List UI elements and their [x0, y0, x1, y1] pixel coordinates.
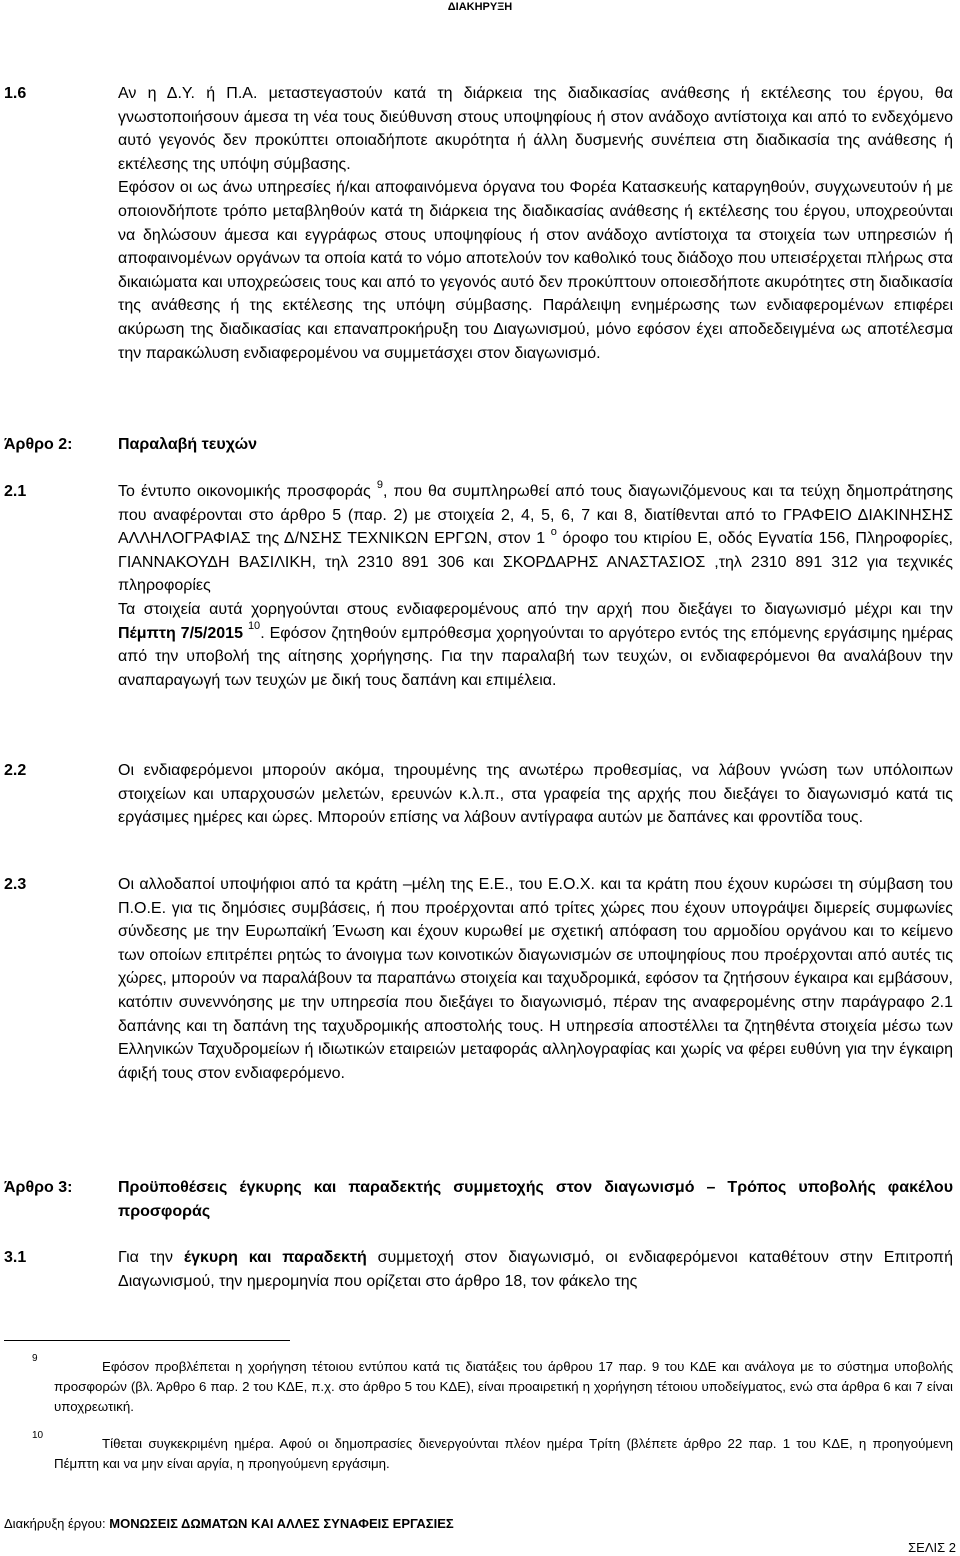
footnote-text: Εφόσον προβλέπεται η χορήγηση τέτοιου εντύπου κατά τις διατάξεις του άρθρου 17 παρ. 9 του ΚΔΕ και ανάλογα με το σύστημα υποβολής προσφορών (βλ. Άρθρο 6 παρ. 2 του ΚΔΕ, π.χ. στο άρθρο 5 του ΚΔΕ), είναι προαιρετική η χορήγηση τέτοιου υποδείγματος, ενώ στα άρθρα 6 και 7 είναι υποχρεωτική.	[54, 1359, 953, 1414]
footnote-separator	[4, 1340, 290, 1341]
paragraph: Οι ενδιαφερόμενοι μπορούν ακόμα, τηρουμένης της ανωτέρω προθεσμίας, να λάβουν γνώση των υπόλοιπων στοιχείων και υπαρχουσών μελετών, ερευνών κ.λ.π., στα γραφεία της αρχής που διεξάγει το διαγωνισμό κατά τις εργάσιμες ημέρες και ώρες. Μπορούν επίσης να λάβουν αντίγραφα αυτών με δαπάνες και φροντίδα τους.	[118, 762, 953, 827]
article-title: Παραλαβή τευχών	[118, 436, 257, 453]
section-number: 2.2	[4, 762, 27, 779]
footnote-mark: 9	[32, 1353, 38, 1364]
footnote-mark: 10	[32, 1430, 44, 1441]
paragraph: Για την έγκυρη και παραδεκτή συμμετοχή στον διαγωνισμό, οι ενδιαφερόμενοι καταθέτουν στην Επιτροπή Διαγωνισμού, την ημερομηνία που ορίζεται στο άρθρο 18, τον φάκελο της	[118, 1249, 953, 1290]
footnote-text: Τίθεται συγκεκριμένη ημέρα. Αφού οι δημοπρασίες διενεργούνται πλέον ημέρα Τρίτη (βλέπετε άρθρο 22 παρ. 1 του ΚΔΕ, η προηγούμενη Πέμπτη και να μην είναι αργία, η προηγούμενη εργάσιμη.	[54, 1436, 953, 1471]
article-title: Προϋποθέσεις έγκυρης και παραδεκτής συμμετοχής στον διαγωνισμό – Τρόπος υποβολής φακέλου προσφοράς	[118, 1179, 953, 1220]
footer-project: Διακήρυξη έργου: ΜΟΝΩΣΕΙΣ ΔΩΜΑΤΩΝ ΚΑΙ ΑΛΛΕΣ ΣΥΝΑΦΕΙΣ ΕΡΓΑΣΙΕΣ	[4, 1516, 454, 1531]
document-header: ΔΙΑΚΗΡΥΞΗ	[447, 1, 513, 13]
page-number: ΣΕΛΙΣ 2	[908, 1540, 956, 1555]
deadline-date: Πέμπτη 7/5/2015	[118, 624, 243, 642]
article-label: Άρθρο 3:	[4, 1179, 73, 1196]
section-number: 2.1	[4, 483, 27, 500]
footnote-ref: 10	[247, 620, 261, 633]
project-name: ΜΟΝΩΣΕΙΣ ΔΩΜΑΤΩΝ ΚΑΙ ΑΛΛΕΣ ΣΥΝΑΦΕΙΣ ΕΡΓΑΣΙΕΣ	[109, 1516, 454, 1531]
paragraph: Αν η Δ.Υ. ή Π.Α. μεταστεγαστούν κατά τη διάρκεια της διαδικασίας ανάθεσης ή εκτέλεσης του έργου, θα γνωστοποιήσουν άμεσα τη νέα τους διεύθυνση στους υποψηφίους ή στον ανάδοχο αντίστοιχα και από το ενδεχόμενο αυτό γεγονός δεν προκύπτει οποιαδήποτε ακυρότητα ή άλλη δυσμενής συνέπεια στη διαδικασία της ανάθεσης ή εκτέλεσης της υπόψη σύμβασης.	[118, 85, 953, 173]
paragraph: Εφόσον οι ως άνω υπηρεσίες ή/και αποφαινόμενα όργανα του Φορέα Κατασκευής καταργηθούν, συγχωνευτούν ή με οποιονδήποτε τρόπο μεταβληθούν κατά τη διάρκεια της διαδικασίας ανάθεσης ή εκτέλεσης του έργου, υποχρεούνται να δηλώσουν άμεσα και εγγράφως στους υποψηφίους ή στον ανάδοχο αντίστοιχα τα στοιχεία των υπηρεσιών ή αποφαινομένων οργάνων τα οποία κατά το νόμο αποτελούν τον καθολικό τους διάδοχο που υπεισέρχεται πλήρως στα δικαιώματα και υποχρεώσεις τους και από το γεγονός αυτό δεν προκύπτουν οποιεσδήποτε ακυρότητες στη διαδικασία της ανάθεσης ή της εκτέλεσης της υπόψη σύμβασης. Παράλειψη ενημέρωσης των ενδιαφερομένων επιφέρει ακύρωση της διαδικασίας και επαναπροκήρυξη του Διαγωνισμού, μόνο εφόσον έχει αποδεδειγμένα ως αποτέλεσμα την παρακώλυση ενδιαφερομένου να συμμετάσχει στον διαγωνισμό.	[118, 179, 953, 362]
emphasis: έγκυρη και παραδεκτή	[183, 1249, 367, 1266]
section-body	[118, 480, 953, 692]
ordinal-superscript: ο	[550, 525, 557, 538]
footnote-ref: 9	[376, 478, 383, 491]
section-body	[118, 82, 953, 365]
section-number: 2.3	[4, 876, 27, 893]
paragraph: Οι αλλοδαποί υποψήφιοι από τα κράτη –μέλη της Ε.Ε., του Ε.Ο.Χ. και τα κράτη που έχουν κυρώσει τη σύμβαση του Π.Ο.Ε. για τις δημόσιες συμβάσεις, ή που προέρχονται από τρίτες χώρες που έχουν υπογράψει διμερείς συμφωνίες σύνδεσης με την Ευρωπαϊκή Ένωση και έχουν κυρωθεί με σχετική απόφαση του αρμοδίου οργάνου και το κείμενο των οποίων επιτρέπει ρητώς το άνοιγμα των κοινοτικών διαγωνισμών σε υποψηφίους που προέρχονται από αυτές τις χώρες, μπορούν να παραλάβουν τα παραπάνω στοιχεία και ταχυδρομικά, εφόσον τα ζητήσουν έγκαιρα και εμβάσουν, κατόπιν συνεννόησης με την υπηρεσία που διεξάγει το διαγωνισμό, πέραν της αναφερομένης στην παράγραφο 2.1 δαπάνης και τη δαπάνη της ταχυδρομικής αποστολής τους. Η υπηρεσία αποστέλλει τα ζητηθέντα στοιχεία μέσω των Ελληνικών Ταχυδρομείων ή ιδιωτικών εταιρειών μεταφοράς αλληλογραφίας και χωρίς να φέρει ευθύνη για την έγκαιρη άφιξή τους στον ενδιαφερόμενο.	[118, 876, 953, 1082]
section-body	[118, 759, 953, 830]
paragraph: Τα στοιχεία αυτά χορηγούνται στους ενδιαφερομένους από την αρχή που διεξάγει το διαγωνισμό μέχρι και την Πέμπτη 7/5/2015 $^{10}$. Εφόσον ζητηθούν εμπρόθεσμα χορηγούνται το αργότερο εντός της επόμενης εργάσιμης ημέρας από την υποβολή της αίτησης χορήγησης. Για την παραλαβή των τευχών, οι ενδιαφερόμενοι θα αναλάβουν την αναπαραγωγή των τευχών με δική τους δαπάνη και επιμέλεια.	[118, 600, 954, 689]
paragraph: Το έντυπο οικονομικής προσφοράς $^9$, που θα συμπληρωθεί από τους διαγωνιζόμενους και τα τεύχη δημοπράτησης που αναφέρονται στο άρθρο 5 (παρ. 2) με στοιχεία 2, 4, 5, 6, 7 και 8, διατίθενται από το ΓΡΑΦΕΙΟ ΔΙΑΚΙΝΗΣΗΣ ΑΛΛΗΛΟΓΡΑΦΙΑΣ της Δ/ΝΣΗΣ ΤΕΧΝΙΚΩΝ ΕΡΓΩΝ, στον 1 $^o$ όροφο του κτιρίου Ε, οδός Εγνατία 156, Πληροφορίες, ΓΙΑΝΝΑΚΟΥΔΗ ΒΑΣΙΛΙΚΗ, τηλ 2310 891 306 και ΣΚΟΡΔΑΡΗΣ ΑΝΑΣΤΑΣΙΟΣ ,τηλ 2310 891 312 για τεχνικές πληροφορίες	[118, 478, 953, 595]
article-label: Άρθρο 2:	[4, 436, 73, 453]
section-number: 3.1	[4, 1249, 27, 1266]
section-body	[118, 1246, 953, 1293]
section-number: 1.6	[4, 85, 27, 102]
section-body	[118, 873, 953, 1085]
